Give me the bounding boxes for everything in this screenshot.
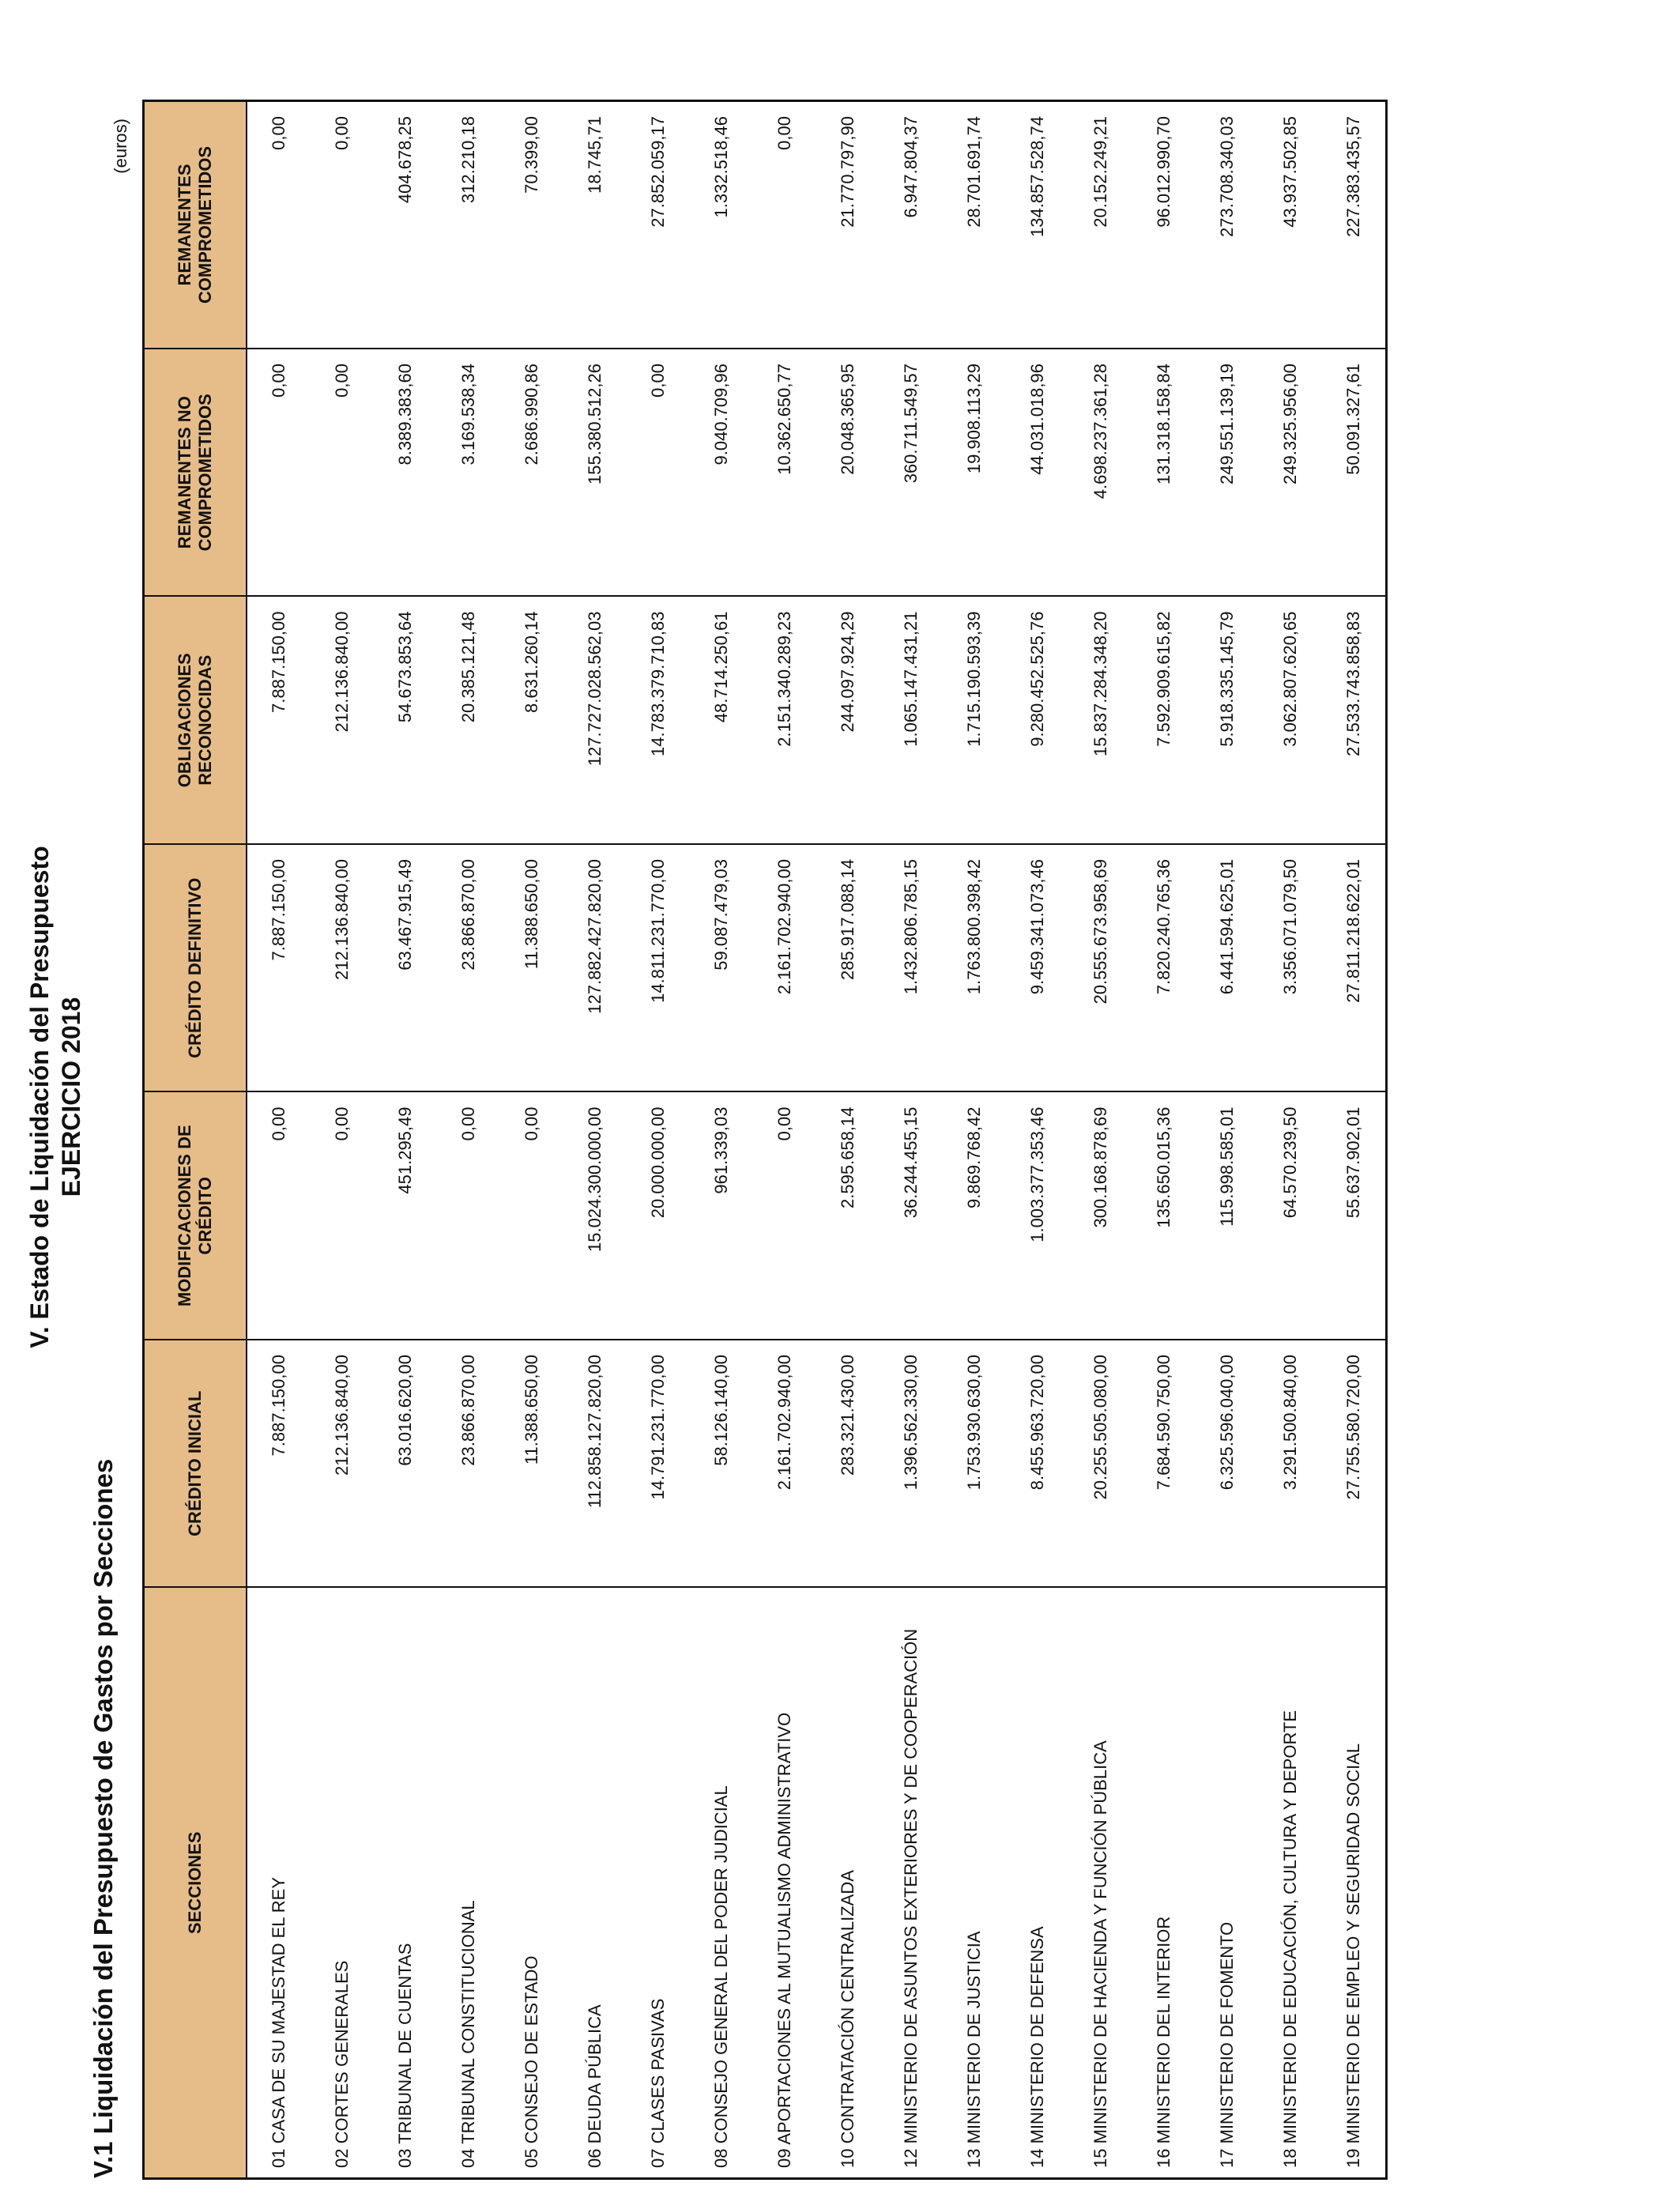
amount-cell: 27.852.059,17 <box>627 101 690 349</box>
amount-cell: 58.126.140,00 <box>690 1340 753 1588</box>
section-name-cell: 01 CASA DE SU MAJESTAD EL REY <box>247 1588 311 2179</box>
amount-cell: 0,00 <box>311 1092 374 1340</box>
amount-cell: 20.255.505.080,00 <box>1069 1340 1132 1588</box>
table-row <box>816 101 880 2179</box>
amount-cell: 3.356.071.079,50 <box>1259 844 1322 1092</box>
amount-cell: 7.887.150,00 <box>247 1340 311 1588</box>
table-row <box>1322 101 1387 2179</box>
amount-cell: 273.708.340,03 <box>1196 101 1259 349</box>
amount-cell: 0,00 <box>247 1092 311 1340</box>
amount-cell: 1.763.800.398,42 <box>943 844 1006 1092</box>
amount-cell: 23.866.870,00 <box>437 844 500 1092</box>
amount-cell: 212.136.840,00 <box>311 1340 374 1588</box>
amount-cell: 1.753.930.630,00 <box>943 1340 1006 1588</box>
amount-cell: 285.917.088,14 <box>816 844 880 1092</box>
amount-cell: 451.295,49 <box>374 1092 437 1340</box>
amount-cell: 20.000.000,00 <box>627 1092 690 1340</box>
table-row <box>627 101 690 2179</box>
amount-cell: 2.151.340.289,23 <box>753 597 816 845</box>
column-header: OBLIGACIONES RECONOCIDAS <box>144 597 247 845</box>
amount-cell: 0,00 <box>311 101 374 349</box>
amount-cell: 36.244.455,15 <box>880 1092 943 1340</box>
amount-cell: 20.385.121,48 <box>437 597 500 845</box>
amount-cell: 27.533.743.858,83 <box>1322 597 1387 845</box>
amount-cell: 9.459.341.073,46 <box>1006 844 1069 1092</box>
amount-cell: 8.389.383,60 <box>374 349 437 597</box>
column-header: REMANENTES NO COMPROMETIDOS <box>144 349 247 597</box>
amount-cell: 27.811.218.622,01 <box>1322 844 1387 1092</box>
amount-cell: 9.040.709,96 <box>690 349 753 597</box>
amount-cell: 14.783.379.710,83 <box>627 597 690 845</box>
section-name-cell: 09 APORTACIONES AL MUTUALISMO ADMINISTRATIVO <box>753 1588 816 2179</box>
amount-cell: 2.686.990,86 <box>500 349 563 597</box>
amount-cell: 0,00 <box>753 1092 816 1340</box>
amount-cell: 127.882.427.820,00 <box>563 844 627 1092</box>
section-name-cell: 13 MINISTERIO DE JUSTICIA <box>943 1588 1006 2179</box>
section-name-cell: 03 TRIBUNAL DE CUENTAS <box>374 1588 437 2179</box>
amount-cell: 1.396.562.330,00 <box>880 1340 943 1588</box>
amount-cell: 0,00 <box>500 1092 563 1340</box>
amount-cell: 20.555.673.958,69 <box>1069 844 1132 1092</box>
section-name-cell: 18 MINISTERIO DE EDUCACIÓN, CULTURA Y DEPORTE <box>1259 1588 1322 2179</box>
amount-cell: 0,00 <box>247 349 311 597</box>
table-row <box>247 101 311 2179</box>
amount-cell: 135.650.015,36 <box>1132 1092 1196 1340</box>
table-row <box>753 101 816 2179</box>
table-body <box>247 101 1387 2179</box>
section-name-cell: 10 CONTRATACIÓN CENTRALIZADA <box>816 1588 880 2179</box>
amount-cell: 127.727.028.562,03 <box>563 597 627 845</box>
amount-cell: 0,00 <box>753 101 816 349</box>
table-header-row <box>144 101 247 2179</box>
amount-cell: 312.210,18 <box>437 101 500 349</box>
amount-cell: 3.169.538,34 <box>437 349 500 597</box>
amount-cell: 1.003.377.353,46 <box>1006 1092 1069 1340</box>
amount-cell: 6.441.594.625,01 <box>1196 844 1259 1092</box>
section-name-cell: 06 DEUDA PÚBLICA <box>563 1588 627 2179</box>
amount-cell: 43.937.502,85 <box>1259 101 1322 349</box>
table-row <box>1196 101 1259 2179</box>
amount-cell: 14.811.231.770,00 <box>627 844 690 1092</box>
amount-cell: 15.837.284.348,20 <box>1069 597 1132 845</box>
amount-cell: 244.097.924,29 <box>816 597 880 845</box>
amount-cell: 55.637.902,01 <box>1322 1092 1387 1340</box>
amount-cell: 212.136.840,00 <box>311 597 374 845</box>
section-name-cell: 14 MINISTERIO DE DEFENSA <box>1006 1588 1069 2179</box>
amount-cell: 27.755.580.720,00 <box>1322 1340 1387 1588</box>
section-name-cell: 08 CONSEJO GENERAL DEL PODER JUDICIAL <box>690 1588 753 2179</box>
table-row <box>1132 101 1196 2179</box>
amount-cell: 18.745,71 <box>563 101 627 349</box>
amount-cell: 4.698.237.361,28 <box>1069 349 1132 597</box>
amount-cell: 44.031.018,96 <box>1006 349 1069 597</box>
amount-cell: 1.065.147.431,21 <box>880 597 943 845</box>
table-row <box>943 101 1006 2179</box>
amount-cell: 961.339,03 <box>690 1092 753 1340</box>
amount-cell: 112.858.127.820,00 <box>563 1340 627 1588</box>
amount-cell: 6.325.596.040,00 <box>1196 1340 1259 1588</box>
amount-cell: 212.136.840,00 <box>311 844 374 1092</box>
amount-cell: 23.866.870,00 <box>437 1340 500 1588</box>
amount-cell: 6.947.804,37 <box>880 101 943 349</box>
amount-cell: 283.321.430,00 <box>816 1340 880 1588</box>
amount-cell: 155.380.512,26 <box>563 349 627 597</box>
amount-cell: 3.291.500.840,00 <box>1259 1340 1322 1588</box>
amount-cell: 96.012.990,70 <box>1132 101 1196 349</box>
amount-cell: 11.388.650,00 <box>500 1340 563 1588</box>
amount-cell: 1.332.518,46 <box>690 101 753 349</box>
amount-cell: 8.455.963.720,00 <box>1006 1340 1069 1588</box>
table-row <box>1259 101 1322 2179</box>
amount-cell: 21.770.797,90 <box>816 101 880 349</box>
table-row <box>563 101 627 2179</box>
amount-cell: 14.791.231.770,00 <box>627 1340 690 1588</box>
report-title <box>24 790 87 1404</box>
amount-cell: 300.168.878,69 <box>1069 1092 1132 1340</box>
amount-cell: 70.399,00 <box>500 101 563 349</box>
budget-table <box>142 100 1388 2180</box>
amount-cell: 360.711.549,57 <box>880 349 943 597</box>
amount-cell: 7.887.150,00 <box>247 844 311 1092</box>
amount-cell: 131.318.158,84 <box>1132 349 1196 597</box>
amount-cell: 0,00 <box>627 349 690 597</box>
amount-cell: 28.701.691,74 <box>943 101 1006 349</box>
amount-cell: 1.715.190.593,39 <box>943 597 1006 845</box>
amount-cell: 59.087.479,03 <box>690 844 753 1092</box>
amount-cell: 20.048.365,95 <box>816 349 880 597</box>
amount-cell: 404.678,25 <box>374 101 437 349</box>
amount-cell: 64.570.239,50 <box>1259 1092 1322 1340</box>
amount-cell: 54.673.853,64 <box>374 597 437 845</box>
amount-cell: 249.551.139,19 <box>1196 349 1259 597</box>
section-name-cell: 15 MINISTERIO DE HACIENDA Y FUNCIÓN PÚBLICA <box>1069 1588 1132 2179</box>
amount-cell: 0,00 <box>437 1092 500 1340</box>
table-row <box>311 101 374 2179</box>
amount-cell: 0,00 <box>247 101 311 349</box>
amount-cell: 0,00 <box>311 349 374 597</box>
section-subtitle: V.1 Liquidación del Presupuesto de Gastos por Secciones <box>89 1458 118 2178</box>
amount-cell: 8.631.260,14 <box>500 597 563 845</box>
column-header: SECCIONES <box>144 1588 247 2179</box>
table-row <box>690 101 753 2179</box>
section-name-cell: 05 CONSEJO DE ESTADO <box>500 1588 563 2179</box>
amount-cell: 115.998.585,01 <box>1196 1092 1259 1340</box>
units-label: (euros) <box>111 119 130 174</box>
amount-cell: 63.467.915,49 <box>374 844 437 1092</box>
amount-cell: 50.091.327,61 <box>1322 349 1387 597</box>
section-name-cell: 07 CLASES PASIVAS <box>627 1588 690 2179</box>
report-title-line2: EJERCICIO 2018 <box>57 997 85 1197</box>
amount-cell: 10.362.650,77 <box>753 349 816 597</box>
amount-cell: 11.388.650,00 <box>500 844 563 1092</box>
table-row <box>1006 101 1069 2179</box>
amount-cell: 2.595.658,14 <box>816 1092 880 1340</box>
amount-cell: 7.592.909.615,82 <box>1132 597 1196 845</box>
amount-cell: 48.714.250,61 <box>690 597 753 845</box>
amount-cell: 7.684.590.750,00 <box>1132 1340 1196 1588</box>
amount-cell: 249.325.956,00 <box>1259 349 1322 597</box>
table-row <box>374 101 437 2179</box>
column-header: MODIFICACIONES DE CRÉDITO <box>144 1092 247 1340</box>
amount-cell: 134.857.528,74 <box>1006 101 1069 349</box>
amount-cell: 2.161.702.940,00 <box>753 1340 816 1588</box>
amount-cell: 1.432.806.785,15 <box>880 844 943 1092</box>
amount-cell: 5.918.335.145,79 <box>1196 597 1259 845</box>
table-row <box>500 101 563 2179</box>
amount-cell: 20.152.249,21 <box>1069 101 1132 349</box>
section-name-cell: 16 MINISTERIO DEL INTERIOR <box>1132 1588 1196 2179</box>
amount-cell: 7.820.240.765,36 <box>1132 844 1196 1092</box>
amount-cell: 9.869.768,42 <box>943 1092 1006 1340</box>
amount-cell: 3.062.807.620,65 <box>1259 597 1322 845</box>
column-header: CRÉDITO INICIAL <box>144 1340 247 1588</box>
column-header: REMANENTES COMPROMETIDOS <box>144 101 247 349</box>
table-row <box>437 101 500 2179</box>
section-name-cell: 12 MINISTERIO DE ASUNTOS EXTERIORES Y DE COOPERACIÓN <box>880 1588 943 2179</box>
report-title-line1: V. Estado de Liquidación del Presupuesto <box>25 846 54 1348</box>
amount-cell: 227.383.435,57 <box>1322 101 1387 349</box>
amount-cell: 19.908.113,29 <box>943 349 1006 597</box>
amount-cell: 15.024.300.000,00 <box>563 1092 627 1340</box>
column-header: CRÉDITO DEFINITIVO <box>144 844 247 1092</box>
amount-cell: 9.280.452.525,76 <box>1006 597 1069 845</box>
amount-cell: 7.887.150,00 <box>247 597 311 845</box>
amount-cell: 2.161.702.940,00 <box>753 844 816 1092</box>
table-row <box>1069 101 1132 2179</box>
section-name-cell: 17 MINISTERIO DE FOMENTO <box>1196 1588 1259 2179</box>
section-name-cell: 02 CORTES GENERALES <box>311 1588 374 2179</box>
table-row <box>880 101 943 2179</box>
amount-cell: 63.016.620,00 <box>374 1340 437 1588</box>
section-name-cell: 04 TRIBUNAL CONSTITUCIONAL <box>437 1588 500 2179</box>
section-name-cell: 19 MINISTERIO DE EMPLEO Y SEGURIDAD SOCIAL <box>1322 1588 1387 2179</box>
